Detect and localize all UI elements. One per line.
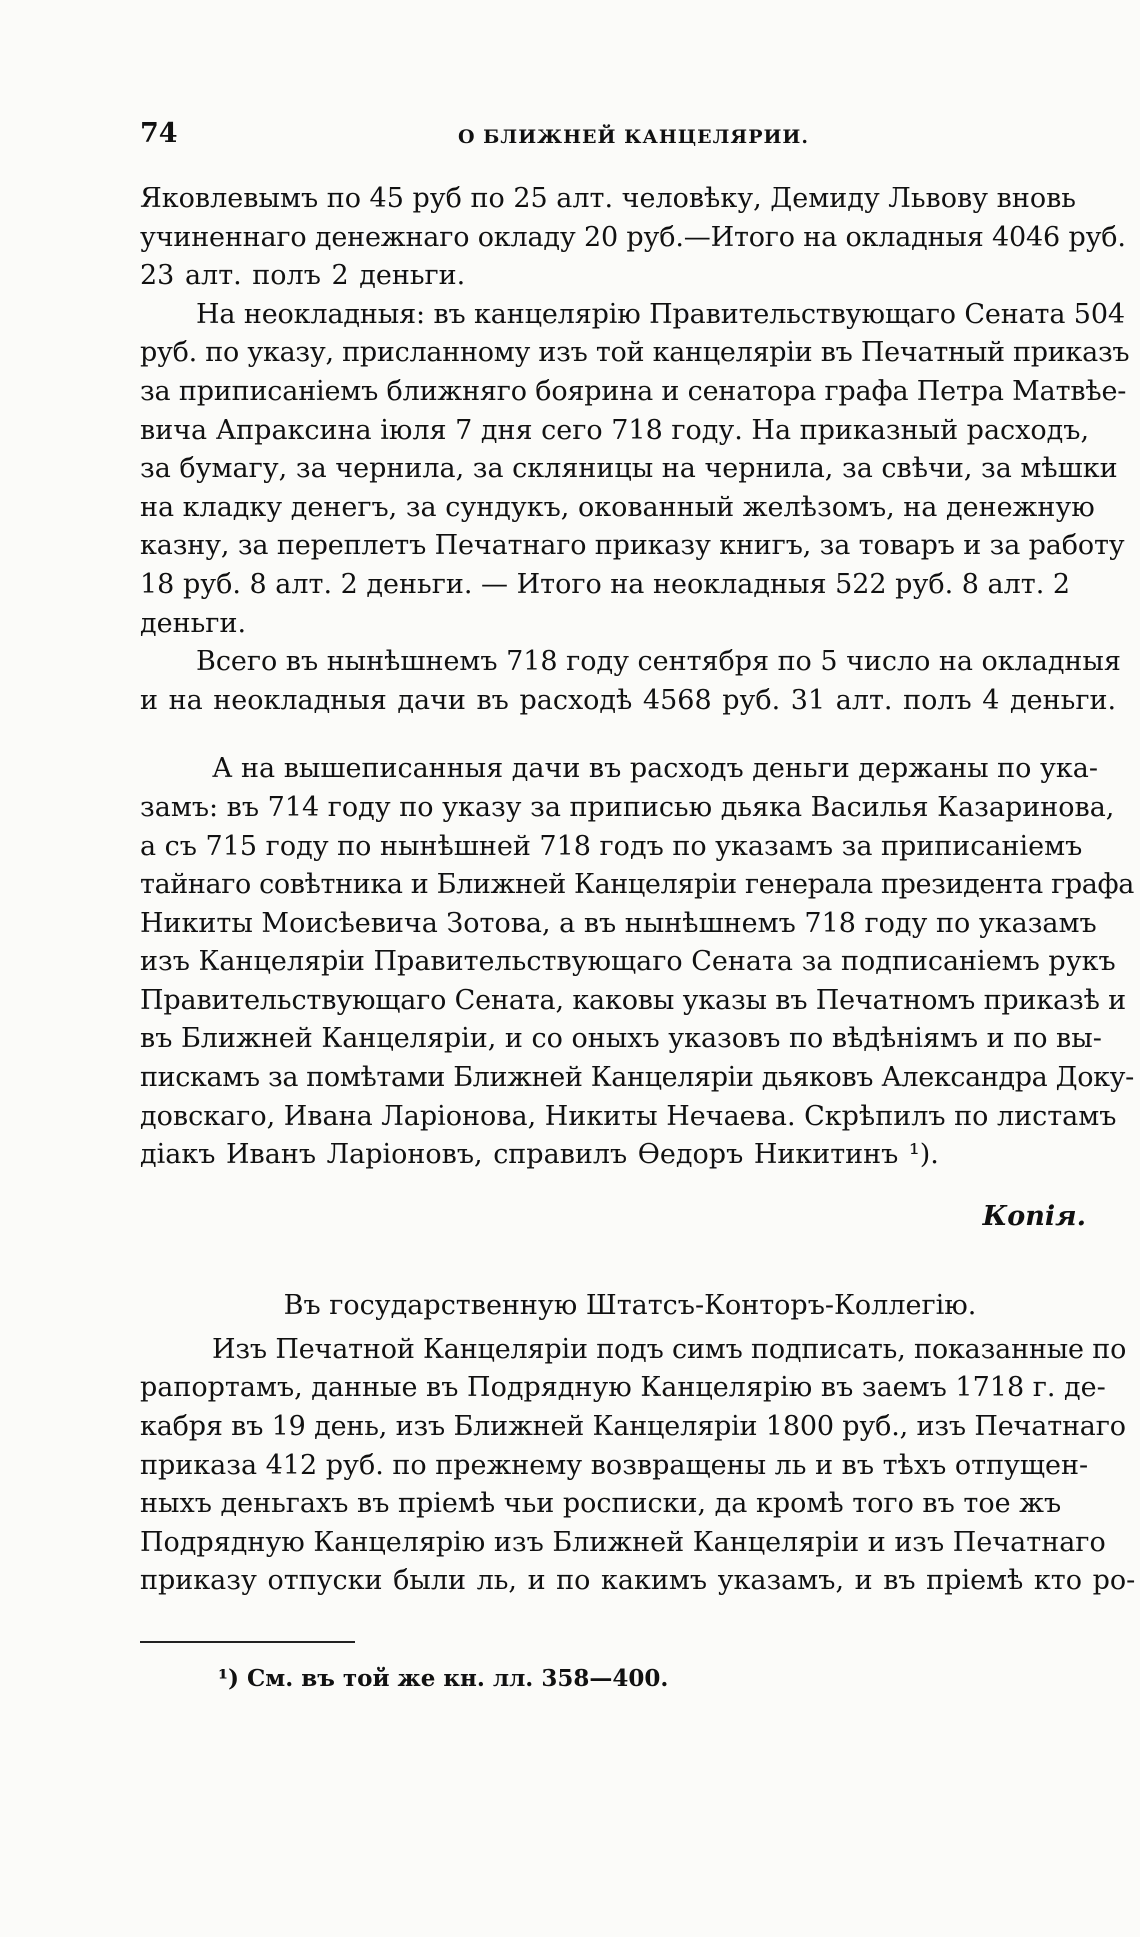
text-line: кабря въ 19 день, изъ Ближней Канцеляріи 1800 руб., изъ Печатнаго (140, 1411, 1126, 1443)
text-line: Никиты Моисѣевича Зотова, а въ нынѣшнемъ 718 году по указамъ (140, 907, 1097, 939)
text-line: казну, за переплетъ Печатнаго приказу книгъ, за товаръ и за работу (140, 530, 1125, 562)
text-line: руб. по указу, присланному изъ той канцеляріи въ Печатный приказъ (140, 337, 1130, 369)
footnote: ¹) См. въ той же кн. лл. 358—400. (218, 1665, 669, 1692)
text-line: 23 алт. полъ 2 деньги. (140, 260, 466, 292)
text-line: приказу отпуски были ль, и по какимъ указамъ, и въ пріемѣ кто ро- (140, 1565, 1136, 1597)
text-line: на кладку денегъ, за сундукъ, окованный желѣзомъ, на денежную (140, 491, 1095, 523)
text-line: за бумагу, за чернила, за скляницы на чернила, за свѣчи, за мѣшки (140, 453, 1118, 485)
text-line: Всего въ нынѣшнемъ 718 году сентября по 5 число на окладныя (196, 646, 1121, 678)
text-line: изъ Канцеляріи Правительствующаго Сената за подписаніемъ рукъ (140, 946, 1116, 978)
text-line: въ Ближней Канцеляріи, и со оныхъ указовъ по вѣдѣніямъ и по вы- (140, 1023, 1102, 1055)
text-line: деньги. (140, 607, 247, 639)
running-title: О БЛИЖНЕЙ КАНЦЕЛЯРИИ. (458, 126, 809, 148)
paragraph-3 (140, 643, 1120, 720)
text-line: приказа 412 руб. по прежнему возвращены ль и въ тѣхъ отпущен- (140, 1449, 1089, 1481)
footnote-divider (140, 1641, 355, 1643)
text-line: Подрядную Канцелярію изъ Ближней Канцеляріи и изъ Печатнаго (140, 1526, 1106, 1558)
text-line: діакъ Иванъ Ларіоновъ, справилъ Ѳедоръ Никитинъ ¹). (140, 1139, 939, 1171)
text-line: Правительствующаго Сената, каковы указы въ Печатномъ приказѣ и (140, 984, 1126, 1016)
text-line: пискамъ за помѣтами Ближней Канцеляріи дьяковъ Александра Доку- (140, 1062, 1134, 1094)
text-line: ныхъ деньгахъ въ пріемѣ чьи росписки, да кромѣ того въ тое жъ (140, 1488, 1062, 1520)
section-heading: Въ государственную Штатсъ-Конторъ-Коллегію. (283, 1289, 977, 1321)
text-line: рапортамъ, данные въ Подрядную Канцелярію въ заемъ 1718 г. де- (140, 1372, 1106, 1404)
paragraph-1 (140, 180, 1126, 296)
copy-signature: Копія. (982, 1200, 1086, 1232)
document-page (140, 118, 1136, 1692)
text-line: тайнаго совѣтника и Ближней Канцеляріи генерала президента графа (140, 869, 1135, 901)
text-line: замъ: въ 714 году по указу за приписью дьяка Василья Казаринова, (140, 791, 1115, 823)
paragraph-2 (140, 296, 1130, 643)
text-line: и на неокладныя дачи въ расходѣ 4568 руб. 31 алт. полъ 4 деньги. (140, 684, 1117, 716)
paragraph-5 (140, 1331, 1136, 1601)
text-line: Изъ Печатной Канцеляріи подъ симъ подписать, показанные по (212, 1333, 1127, 1365)
text-line: довскаго, Ивана Ларіонова, Никиты Нечаева. Скрѣпилъ по листамъ (140, 1100, 1117, 1132)
spacer (140, 720, 1120, 750)
running-head (140, 118, 1120, 158)
text-line: вича Апраксина іюля 7 дня сего 718 году. На приказный расходъ, (140, 414, 1090, 446)
text-line: Яковлевымъ по 45 руб по 25 алт. человѣку, Демиду Львову вновь (140, 183, 1076, 214)
text-line: А на вышеписанныя дачи въ расходъ деньги держаны по ука- (212, 753, 1098, 785)
text-line: а съ 715 году по нынѣшней 718 годъ по указамъ за приписаніемъ (140, 830, 1083, 862)
text-line: 18 руб. 8 алт. 2 деньги. — Итого на неокладныя 522 руб. 8 алт. 2 (140, 568, 1071, 600)
paragraph-4 (140, 750, 1135, 1175)
text-line: за приписаніемъ ближняго боярина и сенатора графа Петра Матвѣе- (140, 375, 1127, 407)
page-number: 74 (140, 118, 178, 149)
text-line: На неокладныя: въ канцелярію Правительствующаго Сената 504 (196, 298, 1125, 330)
text-line: учиненнаго денежнаго окладу 20 руб.—Итого на окладныя 4046 руб. (140, 221, 1126, 253)
